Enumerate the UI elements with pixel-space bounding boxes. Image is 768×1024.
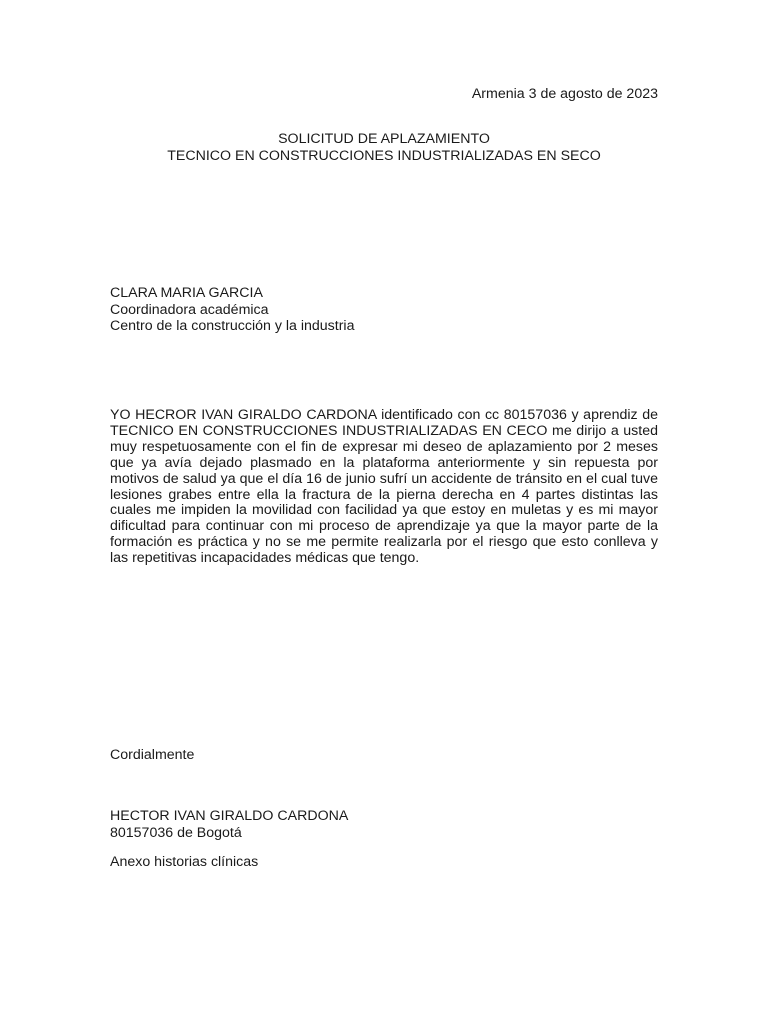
annex-note: Anexo historias clínicas <box>110 854 259 870</box>
subject-title: SOLICITUD DE APLAZAMIENTO <box>278 131 490 147</box>
letter-body: YO HECROR IVAN GIRALDO CARDONA identificado con cc 80157036 y aprendiz de TECNICO EN CONSTRUCCIONES INDUSTRIALIZADAS EN CECO me dirijo a usted muy respetuosamente con el fin de expresar mi deseo de aplazamiento por 2 meses que ya avía dejado plasmado en la plataforma anteriormente y sin repuesta por motivos de salud ya que el día 16 de junio sufrí un accidente de tránsito en el cual tuve lesiones grabes entre ella la fractura de la pierna derecha en 4 partes distintas las cuales me impiden la movilidad con facilidad ya que estoy en muletas y es mi mayor dificultad para continuar con mi proceso de aprendizaje ya que la mayor parte de la formación es práctica y no se me permite realizarla por el riesgo que esto conlleva y las repetitivas incapacidades médicas que tengo. <box>110 407 658 567</box>
signature-id: 80157036 de Bogotá <box>110 824 242 841</box>
recipient-name: CLARA MARIA GARCIA <box>110 285 263 301</box>
recipient-block <box>110 285 354 335</box>
closing: Cordialmente <box>110 747 195 763</box>
date-line: Armenia 3 de agosto de 2023 <box>471 86 658 102</box>
subject-program: TECNICO EN CONSTRUCCIONES INDUSTRIALIZADAS EN SECO <box>167 148 601 164</box>
signature-name: HECTOR IVAN GIRALDO CARDONA <box>110 808 349 824</box>
recipient-title: Coordinadora académica <box>110 301 269 318</box>
recipient-organization: Centro de la construcción y la industria <box>110 318 355 334</box>
signature-block <box>110 808 348 841</box>
subject-block <box>0 131 768 165</box>
